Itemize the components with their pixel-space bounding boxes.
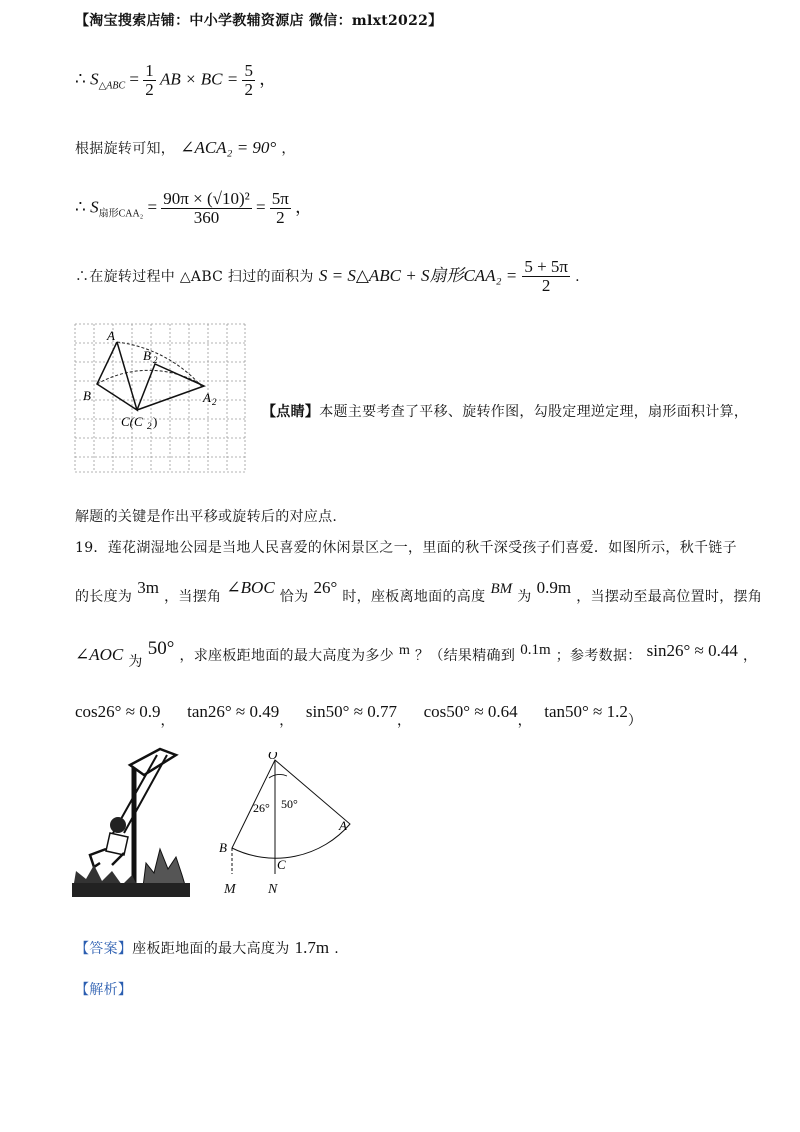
precision: 0.1m (520, 642, 551, 658)
label-m: M (224, 882, 236, 897)
label-b: B (219, 840, 227, 855)
punct: ， (160, 714, 175, 729)
area-symbol: S (90, 69, 99, 89)
numerator: 1 (145, 61, 154, 80)
denominator: 2 (244, 80, 253, 99)
numerator: 5 (244, 61, 253, 80)
q-text: ，求座板距地面的最大高度为多少 (179, 648, 394, 664)
unit-m: m (399, 643, 410, 658)
label-c-sub: 2 (147, 421, 152, 431)
height-09: 0.9m (536, 578, 572, 597)
answer-value: 1.7m (294, 938, 330, 957)
rotation-text: 根据旋转可知， (75, 141, 176, 157)
swept-area-line (75, 258, 580, 295)
punct: ， (259, 69, 277, 89)
punct: ， (517, 714, 532, 729)
note-text: 本题主要考查了平移、旋转作图，勾股定理逆定理，扇形面积计算， (319, 404, 749, 420)
q-text: ；参考数据： (555, 648, 642, 664)
denominator: 360 (193, 208, 220, 227)
q-text: 为 (128, 654, 143, 670)
q-text: ，当摆动至最高位置时，摆角 (576, 589, 763, 605)
q-text: 恰为 (279, 589, 309, 605)
punct: . (334, 941, 339, 957)
fraction-swept (522, 258, 570, 295)
area-abc-formula (75, 62, 276, 99)
punct: ， (742, 648, 758, 664)
q-text: 时，座板离地面的高度 (342, 589, 486, 605)
angle-arc (269, 774, 287, 778)
seg-bm: BM (490, 581, 513, 597)
q-text: ，当摆角 (164, 589, 222, 605)
angle-boc: ∠BOC (226, 578, 275, 597)
ref-tan26: tan26° ≈ 0.49 (187, 702, 280, 721)
ref-sin26: sin26° ≈ 0.44 (646, 641, 738, 660)
area-subscript: 扇形CAA₂ (98, 208, 144, 220)
numerator: 90π × (√10)² (163, 189, 250, 208)
denominator: 2 (541, 276, 551, 295)
q-text: ？（结果精确到 (415, 648, 516, 664)
denominator: 2 (276, 208, 285, 227)
note-continuation: 解题的关键是作出平移或旋转后的对应点. (75, 509, 338, 525)
swing-illustration (72, 745, 190, 900)
answer-text: 座板距地面的最大高度为 (132, 941, 290, 957)
note-line (262, 401, 748, 421)
therefore-symbol: ∴ (75, 197, 86, 217)
rotation-grid-figure (73, 322, 248, 474)
note-label: 【点睛】 (262, 404, 320, 420)
label-b2: B (143, 348, 151, 363)
punct: ， (281, 141, 296, 157)
equals: = (129, 69, 139, 89)
label-c-end: ) (153, 414, 158, 429)
fraction-half (143, 62, 156, 99)
rotation-angle-line (75, 138, 296, 158)
q-text: 的长度为 (75, 589, 133, 605)
numerator: 5 + 5π (524, 257, 568, 276)
label-c: C (277, 857, 286, 872)
angle-aoc: ∠AOC (75, 645, 124, 664)
answer-line (75, 938, 339, 958)
label-50: 50° (281, 797, 298, 811)
label-b2-sub: 2 (153, 355, 158, 365)
numerator: 5π (271, 189, 289, 208)
question-line-2 (75, 578, 762, 606)
label-n: N (268, 882, 278, 897)
chain-length: 3m (137, 578, 160, 597)
fraction-sector (161, 190, 251, 227)
fraction-result (270, 190, 291, 227)
label-o: O (268, 752, 278, 762)
punct: ） (627, 714, 643, 729)
area-symbol: S (90, 197, 99, 217)
swing-geometry-figure (215, 752, 385, 874)
label-c: C(C (121, 414, 143, 429)
angle-50: 50° (147, 638, 175, 659)
grid-lines (75, 324, 245, 472)
swept-text: ∴在旋转过程中 △ABC 扫过的面积为 (75, 269, 314, 285)
area-subscript: △ABC (98, 80, 126, 92)
question-line-3 (75, 638, 757, 671)
answer-label: 【答案】 (75, 941, 133, 957)
reference-data (75, 702, 642, 730)
page-header: 【淘宝搜索店铺：中小学教辅资源店 微信：mlxt2022】 (75, 13, 443, 29)
question-line-1: 19．莲花湖湿地公园是当地人民喜爱的休闲景区之一，里面的秋千深受孩子们喜爱．如图所示，秋千链子 (75, 540, 737, 556)
label-a: A (107, 328, 115, 343)
analysis-label: 【解析】 (75, 982, 133, 998)
therefore-symbol: ∴ (75, 69, 86, 89)
label-a2: A (203, 390, 211, 405)
angle-26: 26° (313, 578, 338, 597)
q-text: 为 (517, 589, 532, 605)
rotation-angle-math: ∠ACA₂ = 90° (180, 138, 277, 157)
label-a: A (339, 818, 347, 833)
label-a2-sub: 2 (212, 397, 217, 407)
ref-cos50: cos50° ≈ 0.64 (423, 702, 518, 721)
triangle-rotated (137, 364, 204, 410)
punct: ， (279, 714, 294, 729)
ref-sin50: sin50° ≈ 0.77 (305, 702, 398, 721)
ref-tan50: tan50° ≈ 1.2 (544, 702, 628, 721)
ref-cos26: cos26° ≈ 0.9 (75, 702, 161, 721)
label-b: B (83, 388, 91, 403)
equals: = (255, 197, 266, 217)
swept-math: S = S△ABC + S扇形CAA₂ = (318, 266, 518, 285)
punct: . (575, 269, 580, 285)
fraction-result (242, 62, 255, 99)
punct: ， (397, 714, 412, 729)
sector-area-formula (75, 190, 312, 227)
label-26: 26° (253, 801, 270, 815)
product-expr: AB × BC = (160, 69, 239, 89)
equals: = (147, 197, 158, 217)
punct: ， (295, 197, 313, 217)
denominator: 2 (145, 80, 154, 99)
